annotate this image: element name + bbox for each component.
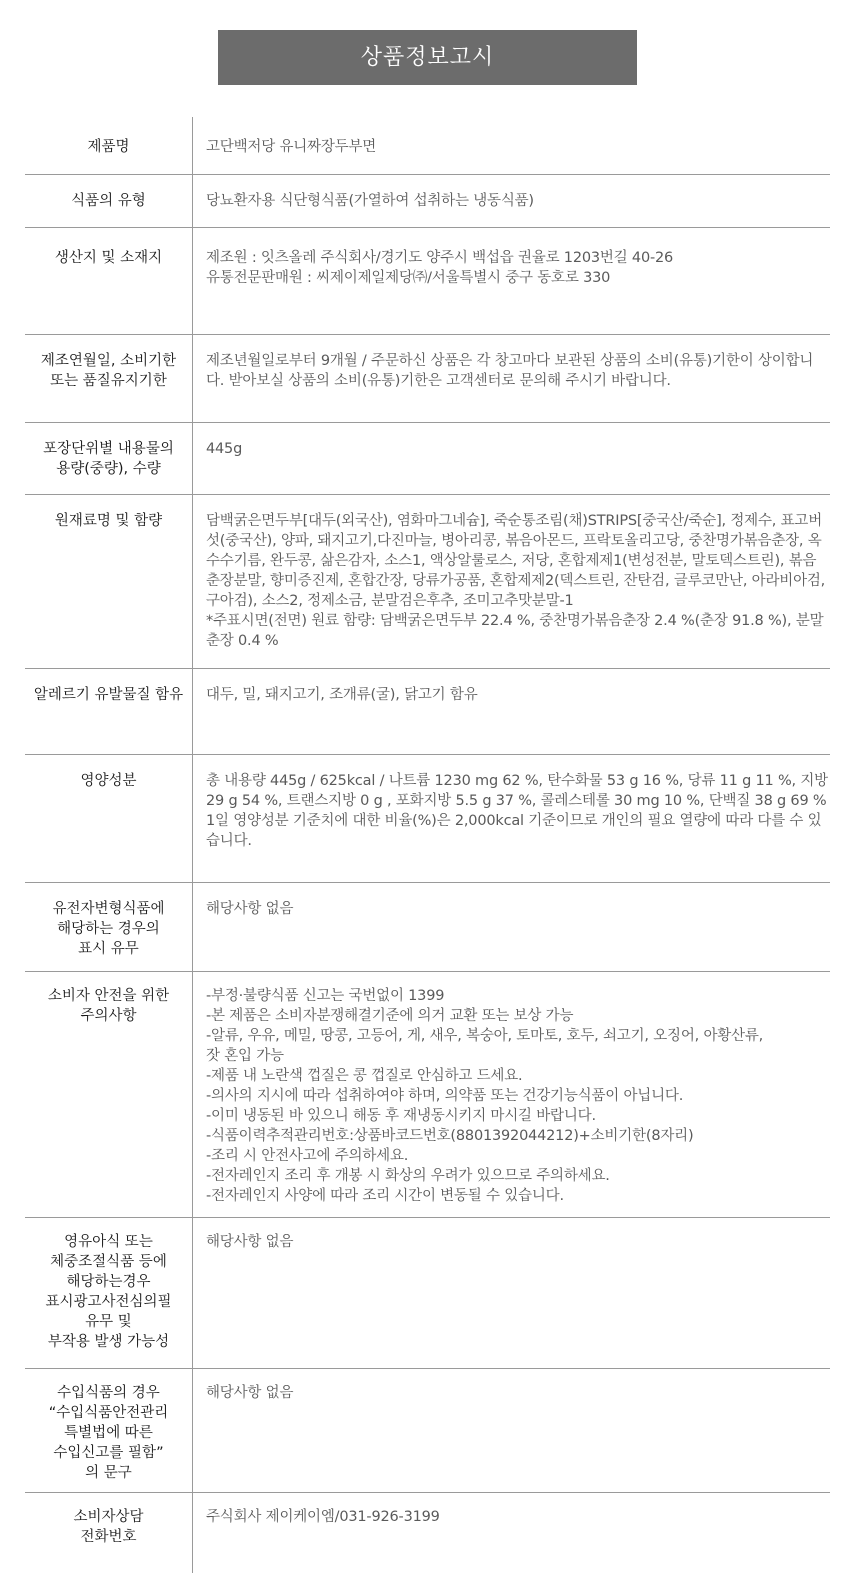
row-label: 유전자변형식품에 해당하는 경우의 표시 유무: [25, 883, 193, 971]
row-label: 식품의 유형: [25, 175, 193, 227]
page-title: 상품정보고시: [218, 30, 637, 85]
row-label: 제조연월일, 소비기한 또는 품질유지기한: [25, 335, 193, 422]
row-label: 생산지 및 소재지: [25, 228, 193, 334]
table-row-food-type: [25, 175, 830, 228]
row-label: 알레르기 유발물질 함유: [25, 669, 193, 754]
product-info-table: [25, 117, 830, 1573]
row-value: 제조년월일로부터 9개월 / 주문하신 상품은 각 창고마다 보관된 상품의 소비(유통)기한이 상이합니다. 받아보실 상품의 소비(유통)기한은 고객센터로 문의해 주시기 바랍니다.: [206, 353, 814, 389]
table-row-allergens: [25, 669, 830, 755]
table-row-import: [25, 1369, 830, 1493]
row-value: 담백굵은면두부[대두(외국산), 염화마그네슘], 죽순통조림(채)STRIPS[중국산/죽순], 정제수, 표고버섯(중국산), 양파, 돼지고기,다진마늘, 병아리콩, 볶음아몬드, 프락토올리고당, 중찬명가볶음춘장, 옥수수기름, 완두콩, 삶은감자, 소스1, 액상알룰로스, 저당, 혼합제제1(변성전분, 말토덱스트린), 볶음춘장분말, 향미증진제, 혼합간장, 당류가공품, 혼합제제2(덱스트린, 잔탄검, 글루코만난, 아라비아검, 구아검), 소스2, 정제소금, 분말검은후추, 조미고추맛분말-1 *주표시면(전면) 원료 함량: 담백굵은면두부 22.4 %, 중찬명가볶음춘장 2.4 %(춘장 91.8 %), 분말춘장 0.4 %: [206, 513, 826, 649]
table-row-expiry: [25, 335, 830, 423]
row-value: 당뇨환자용 식단형식품(가열하여 섭취하는 냉동식품): [206, 193, 534, 209]
row-value: -부정·불량식품 신고는 국번없이 1399 -본 제품은 소비자분쟁해결기준에 의거 교환 또는 보상 가능 -알류, 우유, 메밀, 땅콩, 고등어, 게, 새우, 복숭아, 토마토, 호두, 쇠고기, 오징어, 아황산류, 잣 혼입 가능 -제품 내 노란색 껍질은 콩 껍질로 안심하고 드세요. -의사의 지시에 따라 섭취하여야 하며, 의약품 또는 건강기능식품이 아닙니다. -이미 냉동된 바 있으니 해동 후 재냉동시키지 마시길 바랍니다. -식품이력추적관리번호:상품바코드번호(8801392044212)+소비기한(8자리) -조리 시 안전사고에 주의하세요. -전자레인지 조리 후 개봉 시 화상의 우려가 있으므로 주의하세요. -전자레인지 사양에 따라 조리 시간이 변동될 수 있습니다.: [206, 988, 764, 1204]
row-value: 대두, 밀, 돼지고기, 조개류(굴), 닭고기 함유: [206, 687, 478, 703]
row-value: 해당사항 없음: [206, 1234, 294, 1250]
row-label: 영양성분: [25, 755, 193, 882]
row-value: 445g: [206, 441, 243, 457]
row-label: 제품명: [25, 117, 193, 174]
table-row-volume: [25, 423, 830, 495]
table-row-contact: [25, 1493, 830, 1573]
row-value: 제조원 : 잇츠올레 주식회사/경기도 양주시 백섭읍 권율로 1203번길 40-26 유통전문판매원 : 씨제이제일제당㈜/서울특별시 중구 동호로 330: [206, 250, 674, 286]
row-label: 소비자상담 전화번호: [25, 1493, 193, 1573]
row-label: 원재료명 및 함량: [25, 495, 193, 668]
table-row-origin: [25, 228, 830, 335]
table-row-nutrition: [25, 755, 830, 883]
row-label: 포장단위별 내용물의 용량(중량), 수량: [25, 423, 193, 494]
row-label: 소비자 안전을 위한 주의사항: [25, 972, 193, 1217]
table-row-gmo: [25, 883, 830, 972]
row-value: 해당사항 없음: [206, 901, 294, 917]
table-row-safety-notes: [25, 972, 830, 1218]
row-label: 영유아식 또는 체중조절식품 등에 해당하는경우 표시광고사전심의필 유무 및 부작용 발생 가능성: [25, 1218, 193, 1368]
table-row-infant-diet: [25, 1218, 830, 1369]
row-value: 해당사항 없음: [206, 1385, 294, 1401]
row-value: 총 내용량 445g / 625kcal / 나트륨 1230 mg 62 %, 탄수화물 53 g 16 %, 당류 11 g 11 %, 지방 29 g 54 %, 트랜스지방 0 g , 포화지방 5.5 g 37 %, 콜레스테롤 30 mg 10 %, 단백질 38 g 69 % 1일 영양성분 기준치에 대한 비율(%)은 2,000kcal 기준이므로 개인의 필요 열량에 따라 다를 수 있습니다.: [206, 773, 828, 849]
row-value: 고단백저당 유니짜장두부면: [206, 139, 377, 155]
table-row-ingredients: [25, 495, 830, 669]
row-label: 수입식품의 경우 “수입식품안전관리 특별법에 따른 수입신고를 필함” 의 문구: [25, 1369, 193, 1492]
table-row-product-name: [25, 117, 830, 175]
row-value: 주식회사 제이케이엠/031-926-3199: [206, 1509, 440, 1525]
